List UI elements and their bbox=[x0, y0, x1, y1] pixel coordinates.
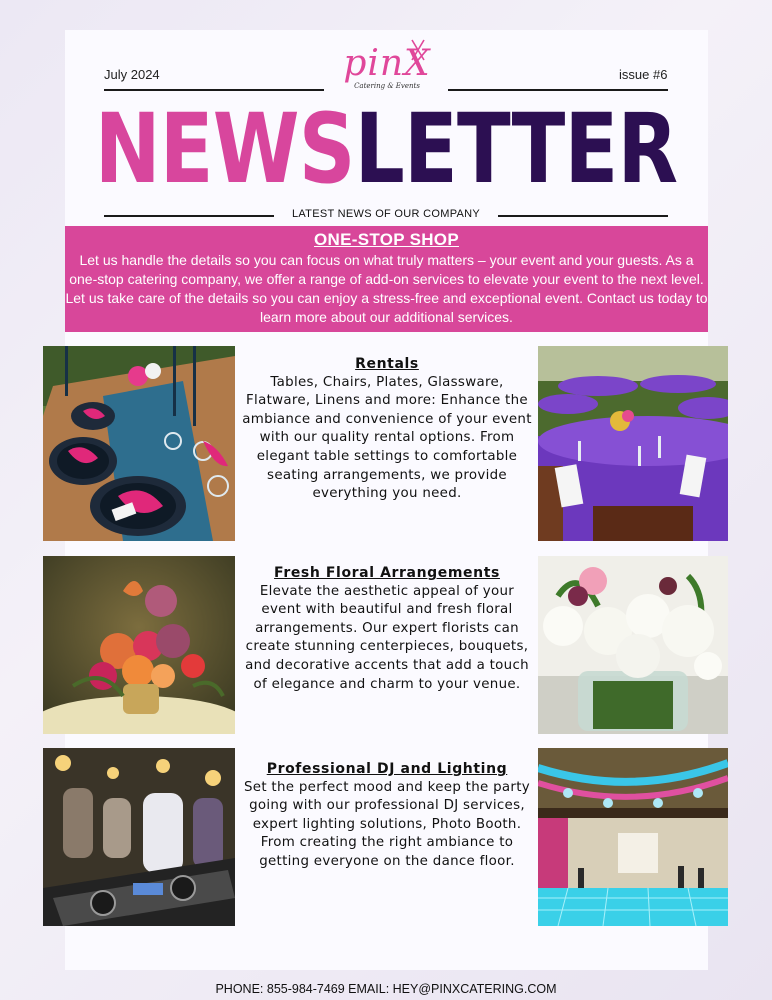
fork-knife-icon bbox=[406, 38, 430, 62]
section-floral bbox=[238, 564, 536, 694]
tagline: LATEST NEWS OF OUR COMPANY bbox=[291, 208, 481, 220]
logo-wordmark: pinX bbox=[343, 43, 431, 84]
section-rentals-body: Tables, Chairs, Plates, Glassware, Flatware, Linens and more: Enhance the ambiance and convenience of your event with our quality rental options. From elegant table settings to comfortable seating arrangements, we provide everything you need. bbox=[242, 374, 532, 502]
section-floral-heading: Fresh Floral Arrangements bbox=[274, 565, 500, 581]
dj-mixer-photo bbox=[43, 748, 235, 926]
header-rule-right bbox=[448, 89, 668, 91]
issue-date: July 2024 bbox=[104, 67, 160, 82]
section-dj-heading: Professional DJ and Lighting bbox=[266, 761, 508, 777]
company-logo bbox=[340, 43, 434, 90]
banner-body: Let us handle the details so you can focus on what truly matters – your event and your guests. As a one-stop catering company, we offer a range of add-on services to elevate your event to the next level. Let us take care of the details so you can enjoy a stress-free and exceptional event. Contact us today to learn more about our additional services. bbox=[65, 252, 708, 325]
rentals-purple-tables-photo bbox=[538, 346, 728, 541]
banner-heading: ONE-STOP SHOP bbox=[314, 230, 459, 249]
issue-number: issue #6 bbox=[619, 67, 668, 82]
white-flowers-vase-photo bbox=[538, 556, 728, 734]
header-rule-left bbox=[104, 89, 324, 91]
rentals-table-photo bbox=[43, 346, 235, 541]
title-letter: LETTER bbox=[354, 93, 678, 205]
footer-contact: PHONE: 855-984-7469 EMAIL: HEY@PINXCATERING.COM bbox=[215, 982, 557, 996]
section-rentals bbox=[238, 355, 536, 504]
section-dj-lighting bbox=[238, 760, 536, 872]
one-stop-shop-banner bbox=[65, 226, 708, 332]
floral-centerpiece-photo bbox=[43, 556, 235, 734]
title-news: NEWS bbox=[94, 93, 355, 205]
section-rentals-heading: Rentals bbox=[355, 356, 419, 372]
lighting-ballroom-photo bbox=[538, 748, 728, 926]
newsletter-title bbox=[69, 93, 702, 205]
logo-subtext: Catering & Events bbox=[354, 82, 420, 90]
section-floral-body: Elevate the aesthetic appeal of your event with beautiful and fresh floral arrangements. Our expert florists can create stunning centerpieces, bouquets, and decorative accents that add a touch of elegance and charm to your venue. bbox=[245, 583, 529, 692]
section-dj-body: Set the perfect mood and keep the party going with our professional DJ services, expert lighting solutions, Photo Booth. From creating the right ambiance to getting everyone on the dance floor. bbox=[243, 779, 530, 869]
